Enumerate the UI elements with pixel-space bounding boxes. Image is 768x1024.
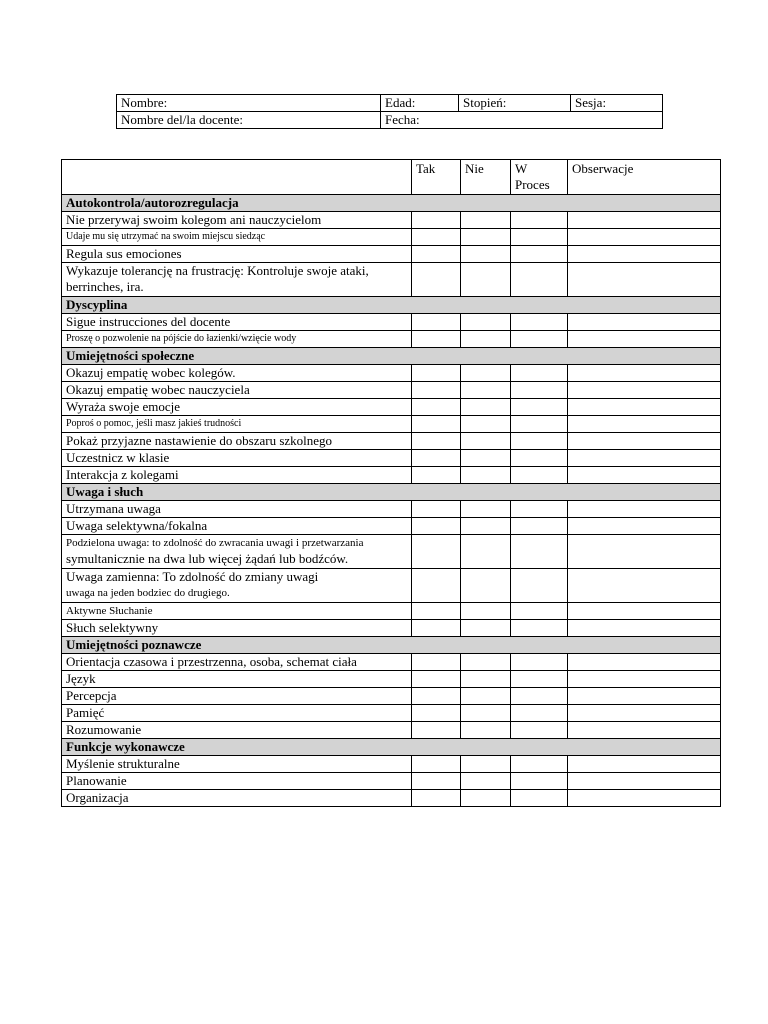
checklist-row — [62, 671, 721, 688]
w-proces-cell[interactable] — [511, 501, 568, 518]
nie-cell[interactable] — [461, 688, 511, 705]
tak-cell[interactable] — [412, 756, 461, 773]
tak-cell[interactable] — [412, 263, 461, 297]
item-label — [62, 263, 412, 297]
w-proces-cell[interactable] — [511, 569, 568, 603]
checklist-row — [62, 365, 721, 382]
nie-cell[interactable] — [461, 654, 511, 671]
w-proces-cell[interactable] — [511, 773, 568, 790]
edad-field[interactable]: Edad: — [381, 95, 459, 112]
w-proces-cell[interactable] — [511, 365, 568, 382]
nie-cell[interactable] — [461, 620, 511, 637]
w-proces-cell[interactable] — [511, 263, 568, 297]
w-proces-cell[interactable] — [511, 314, 568, 331]
obserwacje-cell[interactable] — [568, 263, 721, 297]
item-label: Udaje mu się utrzymać na swoim miejscu siedząc — [62, 229, 412, 246]
item-label: Utrzymana uwaga — [62, 501, 412, 518]
section-title: Uwaga i słuch — [62, 484, 721, 501]
tak-cell[interactable] — [412, 705, 461, 722]
nie-cell[interactable] — [461, 314, 511, 331]
w-proces-cell[interactable] — [511, 382, 568, 399]
checklist-row — [62, 603, 721, 620]
obserwacje-cell[interactable] — [568, 246, 721, 263]
tak-cell[interactable] — [412, 620, 461, 637]
section-header — [62, 297, 721, 314]
obserwacje-cell[interactable] — [568, 756, 721, 773]
item-label-line-1: Uwaga zamienna: To zdolność do zmiany uwagi — [66, 569, 319, 584]
item-label-line-1: Podzielona uwaga: to zdolność do zwracania uwagi i przetwarzania — [66, 537, 364, 549]
item-label: Język — [62, 671, 412, 688]
obserwacje-cell[interactable] — [568, 705, 721, 722]
item-label: Myślenie strukturalne — [62, 756, 412, 773]
tak-cell[interactable] — [412, 688, 461, 705]
w-proces-cell[interactable] — [511, 212, 568, 229]
tak-cell[interactable] — [412, 671, 461, 688]
checklist-row — [62, 518, 721, 535]
tak-cell[interactable] — [412, 365, 461, 382]
nie-cell[interactable] — [461, 722, 511, 739]
nie-cell[interactable] — [461, 450, 511, 467]
w-proces-cell[interactable] — [511, 399, 568, 416]
item-label: Okazuj empatię wobec kolegów. — [62, 365, 412, 382]
w-proces-cell[interactable] — [511, 722, 568, 739]
item-label-line-2: uwaga na jeden bodziec do drugiego. — [66, 587, 230, 599]
column-header-row — [62, 160, 721, 195]
tak-cell[interactable] — [412, 722, 461, 739]
item-label: Planowanie — [62, 773, 412, 790]
obserwacje-cell[interactable] — [568, 467, 721, 484]
item-label-line-2: berrinches, ira. — [66, 279, 144, 294]
section-header — [62, 484, 721, 501]
w-proces-cell[interactable] — [511, 688, 568, 705]
column-obserwacje: Obserwacje — [568, 160, 721, 195]
checklist-row — [62, 450, 721, 467]
nombre-field[interactable]: Nombre: — [117, 95, 381, 112]
item-label: Organizacja — [62, 790, 412, 807]
checklist-row — [62, 535, 721, 569]
checklist-row — [62, 654, 721, 671]
checklist-row — [62, 773, 721, 790]
nie-cell[interactable] — [461, 569, 511, 603]
checklist-row — [62, 229, 721, 246]
item-label: Pokaż przyjazne nastawienie do obszaru szkolnego — [62, 433, 412, 450]
obserwacje-cell[interactable] — [568, 229, 721, 246]
obserwacje-cell[interactable] — [568, 331, 721, 348]
item-label: Okazuj empatię wobec nauczyciela — [62, 382, 412, 399]
nie-cell[interactable] — [461, 467, 511, 484]
column-w-proces-line-1: W — [515, 161, 528, 176]
section-header — [62, 739, 721, 756]
item-label: Regula sus emociones — [62, 246, 412, 263]
tak-cell[interactable] — [412, 314, 461, 331]
w-proces-cell[interactable] — [511, 620, 568, 637]
item-label-line-2: symultanicznie na dwa lub więcej żądań lub bodźców. — [66, 551, 349, 566]
item-label: Pamięć — [62, 705, 412, 722]
obserwacje-cell[interactable] — [568, 688, 721, 705]
tak-cell[interactable] — [412, 773, 461, 790]
checklist-row — [62, 314, 721, 331]
w-proces-cell[interactable] — [511, 416, 568, 433]
header-blank-cell — [62, 160, 412, 195]
item-label: Słuch selektywny — [62, 620, 412, 637]
section-title: Umiejętności społeczne — [62, 348, 721, 365]
checklist-row — [62, 433, 721, 450]
docente-field[interactable]: Nombre del/la docente: — [117, 112, 381, 129]
tak-cell[interactable] — [412, 229, 461, 246]
section-header — [62, 348, 721, 365]
obserwacje-cell[interactable] — [568, 620, 721, 637]
tak-cell[interactable] — [412, 654, 461, 671]
sesja-field[interactable]: Sesja: — [571, 95, 663, 112]
nie-cell[interactable] — [461, 399, 511, 416]
obserwacje-cell[interactable] — [568, 416, 721, 433]
tak-cell[interactable] — [412, 416, 461, 433]
student-info-row-2 — [117, 112, 663, 129]
item-label: Orientacja czasowa i przestrzenna, osoba, schemat ciała — [62, 654, 412, 671]
tak-cell[interactable] — [412, 603, 461, 620]
obserwacje-cell[interactable] — [568, 212, 721, 229]
tak-cell[interactable] — [412, 382, 461, 399]
obserwacje-cell[interactable] — [568, 773, 721, 790]
obserwacje-cell[interactable] — [568, 501, 721, 518]
w-proces-cell[interactable] — [511, 246, 568, 263]
w-proces-cell[interactable] — [511, 603, 568, 620]
w-proces-cell[interactable] — [511, 450, 568, 467]
tak-cell[interactable] — [412, 569, 461, 603]
checklist-row — [62, 501, 721, 518]
tak-cell[interactable] — [412, 467, 461, 484]
obserwacje-cell[interactable] — [568, 382, 721, 399]
nie-cell[interactable] — [461, 246, 511, 263]
section-title: Umiejętności poznawcze — [62, 637, 721, 654]
item-label: Poproś o pomoc, jeśli masz jakieś trudności — [62, 416, 412, 433]
obserwacje-cell[interactable] — [568, 790, 721, 807]
item-label: Wyraża swoje emocje — [62, 399, 412, 416]
item-label: Interakcja z kolegami — [62, 467, 412, 484]
fecha-field[interactable]: Fecha: — [381, 112, 663, 129]
w-proces-cell[interactable] — [511, 705, 568, 722]
column-w-proces — [511, 160, 568, 195]
nie-cell[interactable] — [461, 671, 511, 688]
nie-cell[interactable] — [461, 331, 511, 348]
w-proces-cell[interactable] — [511, 790, 568, 807]
item-label-line-1: Wykazuje tolerancję na frustrację: Kontroluje swoje ataki, — [66, 263, 369, 278]
nie-cell[interactable] — [461, 382, 511, 399]
column-w-proces-line-2: Proces — [515, 177, 550, 192]
obserwacje-cell[interactable] — [568, 722, 721, 739]
obserwacje-cell[interactable] — [568, 450, 721, 467]
obserwacje-cell[interactable] — [568, 535, 721, 569]
tak-cell[interactable] — [412, 399, 461, 416]
checklist-row — [62, 569, 721, 603]
item-label: Sigue instrucciones del docente — [62, 314, 412, 331]
nie-cell[interactable] — [461, 416, 511, 433]
obserwacje-cell[interactable] — [568, 671, 721, 688]
nie-cell[interactable] — [461, 212, 511, 229]
obserwacje-cell[interactable] — [568, 365, 721, 382]
tak-cell[interactable] — [412, 790, 461, 807]
checklist-row — [62, 331, 721, 348]
checklist-row — [62, 467, 721, 484]
section-title: Autokontrola/autorozregulacja — [62, 195, 721, 212]
checklist-row — [62, 246, 721, 263]
w-proces-cell[interactable] — [511, 331, 568, 348]
obserwacje-cell[interactable] — [568, 603, 721, 620]
item-label: Rozumowanie — [62, 722, 412, 739]
nie-cell[interactable] — [461, 365, 511, 382]
item-label: Uczestnicz w klasie — [62, 450, 412, 467]
item-label: Uwaga selektywna/fokalna — [62, 518, 412, 535]
section-header — [62, 637, 721, 654]
obserwacje-cell[interactable] — [568, 433, 721, 450]
checklist-row — [62, 263, 721, 297]
obserwacje-cell[interactable] — [568, 569, 721, 603]
checklist-row — [62, 416, 721, 433]
item-label — [62, 535, 412, 569]
nie-cell[interactable] — [461, 756, 511, 773]
column-nie: Nie — [461, 160, 511, 195]
checklist-row — [62, 722, 721, 739]
tak-cell[interactable] — [412, 331, 461, 348]
checklist-row — [62, 399, 721, 416]
nie-cell[interactable] — [461, 773, 511, 790]
nie-cell[interactable] — [461, 535, 511, 569]
tak-cell[interactable] — [412, 450, 461, 467]
item-label: Proszę o pozwolenie na pójście do łazienki/wzięcie wody — [62, 331, 412, 348]
item-label: Nie przerywaj swoim kolegom ani nauczycielom — [62, 212, 412, 229]
item-label: Aktywne Słuchanie — [62, 603, 412, 620]
section-title: Dyscyplina — [62, 297, 721, 314]
obserwacje-cell[interactable] — [568, 314, 721, 331]
w-proces-cell[interactable] — [511, 229, 568, 246]
w-proces-cell[interactable] — [511, 518, 568, 535]
w-proces-cell[interactable] — [511, 756, 568, 773]
obserwacje-cell[interactable] — [568, 518, 721, 535]
obserwacje-cell[interactable] — [568, 399, 721, 416]
checklist-row — [62, 790, 721, 807]
w-proces-cell[interactable] — [511, 654, 568, 671]
student-info-table — [116, 94, 663, 129]
checklist-row — [62, 756, 721, 773]
nie-cell[interactable] — [461, 790, 511, 807]
w-proces-cell[interactable] — [511, 467, 568, 484]
section-title: Funkcje wykonawcze — [62, 739, 721, 756]
tak-cell[interactable] — [412, 518, 461, 535]
checklist-row — [62, 688, 721, 705]
nie-cell[interactable] — [461, 433, 511, 450]
w-proces-cell[interactable] — [511, 535, 568, 569]
nie-cell[interactable] — [461, 501, 511, 518]
nie-cell[interactable] — [461, 603, 511, 620]
obserwacje-cell[interactable] — [568, 654, 721, 671]
nie-cell[interactable] — [461, 229, 511, 246]
w-proces-cell[interactable] — [511, 671, 568, 688]
checklist-row — [62, 382, 721, 399]
tak-cell[interactable] — [412, 501, 461, 518]
checklist-row — [62, 212, 721, 229]
tak-cell[interactable] — [412, 212, 461, 229]
nie-cell[interactable] — [461, 705, 511, 722]
w-proces-cell[interactable] — [511, 433, 568, 450]
column-tak: Tak — [412, 160, 461, 195]
checklist-row — [62, 620, 721, 637]
nie-cell[interactable] — [461, 263, 511, 297]
observation-checklist — [61, 159, 721, 807]
student-info-row-1 — [117, 95, 663, 112]
item-label — [62, 569, 412, 603]
tak-cell[interactable] — [412, 246, 461, 263]
item-label: Percepcja — [62, 688, 412, 705]
stopien-field[interactable]: Stopień: — [459, 95, 571, 112]
section-header — [62, 195, 721, 212]
tak-cell[interactable] — [412, 535, 461, 569]
nie-cell[interactable] — [461, 518, 511, 535]
tak-cell[interactable] — [412, 433, 461, 450]
checklist-row — [62, 705, 721, 722]
